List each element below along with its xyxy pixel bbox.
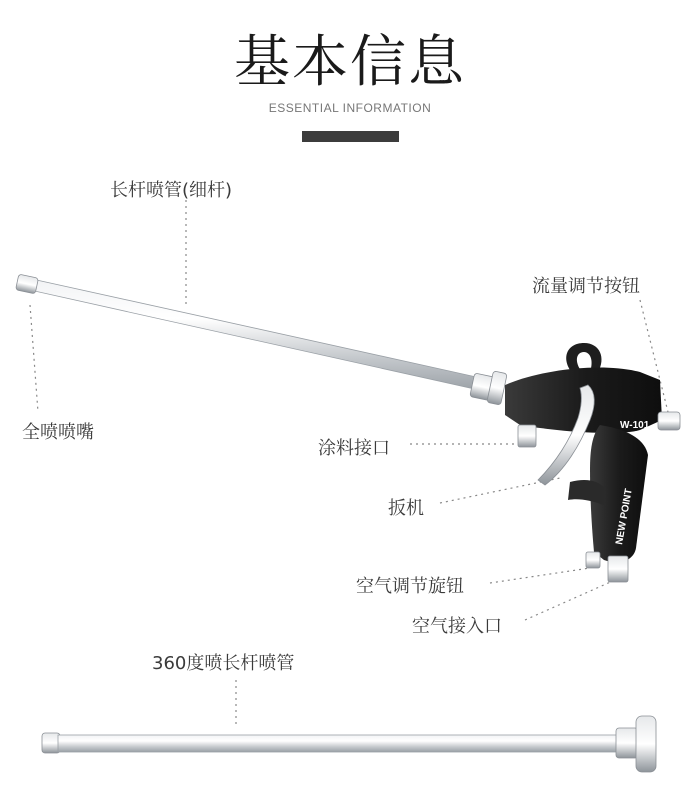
gun-brand-text: NEW POINT xyxy=(614,487,635,546)
page-subtitle: ESSENTIAL INFORMATION xyxy=(268,101,432,115)
long-nozzle-tube xyxy=(16,274,508,405)
nozzle-360-tube xyxy=(42,716,656,772)
label-nozzle-360: 360度喷长杆喷管 xyxy=(152,653,295,674)
label-flow-button: 流量调节按钮 xyxy=(532,276,640,297)
label-full-nozzle: 全喷喷嘴 xyxy=(22,422,94,443)
gun-model-text: W-101 xyxy=(620,420,650,431)
label-air-knob: 空气调节旋钮 xyxy=(356,576,464,597)
gun-body xyxy=(505,343,680,582)
label-long-nozzle: 长杆喷管(细杆) xyxy=(110,180,233,201)
page-title: 基本信息 xyxy=(234,30,466,95)
label-trigger: 扳机 xyxy=(388,498,424,519)
label-air-inlet: 空气接入口 xyxy=(412,616,502,637)
label-paint-inlet: 涂料接口 xyxy=(318,438,390,459)
